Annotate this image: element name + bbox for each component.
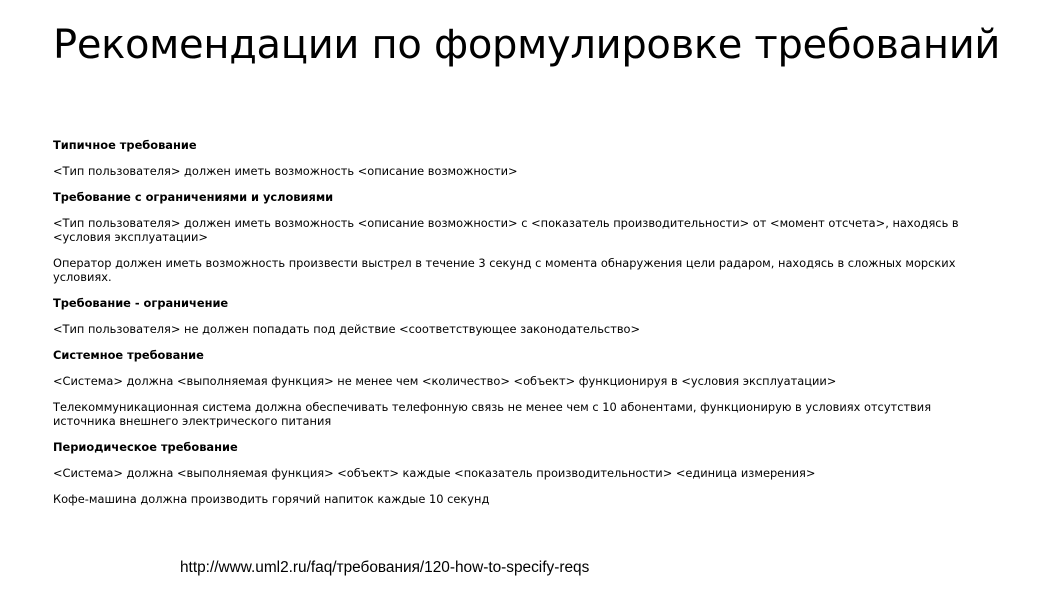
paragraph-system-example: Телекоммуникационная система должна обеспечивать телефонную связь не менее чем с 10 абонентами, функционирую в условиях отсутствия источника внешнего электрического питания: [53, 400, 932, 428]
paragraph-restriction-heading: Требование - ограничение: [53, 296, 229, 310]
paragraph-constraints-heading: Требование с ограничениями и условиями: [53, 190, 334, 204]
paragraph-constraints-template: <Тип пользователя> должен иметь возможность <описание возможности> с <показатель производительности> от <момент отсчета>, находясь в <условия эксплуатации>: [53, 216, 959, 244]
paragraph-periodic-template: <Система> должна <выполняемая функция> <объект> каждые <показатель производительности> <единица измерения>: [53, 466, 816, 480]
paragraph-typical-template: <Тип пользователя> должен иметь возможность <описание возможности>: [53, 164, 518, 178]
paragraph-periodic-example: Кофе-машина должна производить горячий напиток каждые 10 секунд: [53, 492, 490, 506]
paragraph-constraints-example: Оператор должен иметь возможность произвести выстрел в течение 3 секунд с момента обнаружения цели радаром, находясь в сложных морских условиях.: [53, 256, 956, 284]
paragraph-typical-heading: Типичное требование: [53, 138, 197, 152]
slide-title: Рекомендации по формулировке требований: [53, 22, 1001, 68]
paragraph-periodic-heading: Периодическое требование: [53, 440, 238, 454]
slide-body: [53, 138, 983, 518]
paragraph-system-heading: Системное требование: [53, 348, 204, 362]
paragraph-system-template: <Система> должна <выполняемая функция> не менее чем <количество> <объект> функционируя в <условия эксплуатации>: [53, 374, 837, 388]
source-url: http://www.uml2.ru/faq/требования/120-how-to-specify-reqs: [180, 559, 590, 576]
paragraph-restriction-template: <Тип пользователя> не должен попадать под действие <соответствующее законодательство>: [53, 322, 641, 336]
